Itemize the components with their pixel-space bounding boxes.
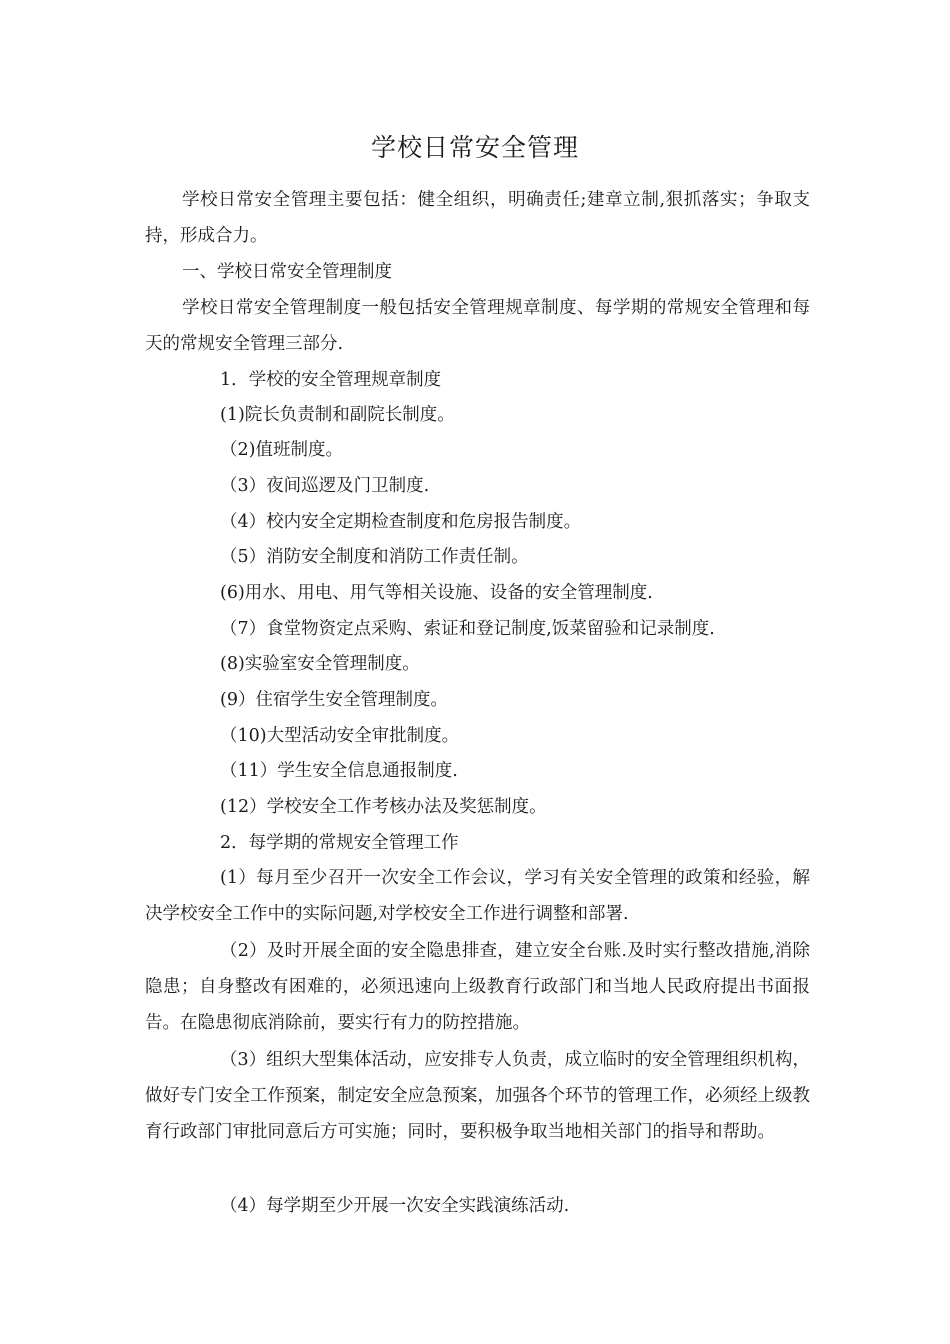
- list-item: （2）及时开展全面的安全隐患排查，建立安全台账.及时实行整改措施,消除隐患；自身整改有困难的，必须迅速向上级教育行政部门和当地人民政府提出书面报告。在隐患彻底消除前，要实行有力的防控措施。: [145, 941, 810, 1033]
- list-item: (8)实验室安全管理制度。: [220, 654, 420, 674]
- list-item: (12）学校安全工作考核办法及奖惩制度。: [220, 797, 547, 817]
- list-item: （10)大型活动安全审批制度。: [220, 726, 460, 746]
- list-item: （4）校内安全定期检查制度和危房报告制度。: [220, 512, 582, 532]
- list-item: （4）每学期至少开展一次安全实践演练活动.: [220, 1196, 570, 1216]
- list-item: （5）消防安全制度和消防工作责任制。: [220, 547, 529, 567]
- list-item: （7）食堂物资定点采购、索证和登记制度,饭菜留验和记录制度.: [220, 619, 715, 639]
- section-paragraph: 学校日常安全管理制度一般包括安全管理规章制度、每学期的常规安全管理和每天的常规安全管理三部分.: [145, 298, 810, 354]
- subsection-heading: 2．每学期的常规安全管理工作: [220, 833, 459, 853]
- subsection-heading: 1．学校的安全管理规章制度: [220, 370, 442, 390]
- section-heading: 一、学校日常安全管理制度: [182, 262, 392, 282]
- list-item: (1)院长负责制和副院长制度。: [220, 405, 455, 425]
- intro-paragraph: 学校日常安全管理主要包括：健全组织，明确责任;建章立制,狠抓落实；争取支持，形成合力。: [145, 190, 810, 246]
- page-title: 学校日常安全管理: [370, 133, 579, 162]
- list-item: （11）学生安全信息通报制度.: [220, 761, 458, 781]
- list-item: (6)用水、用电、用气等相关设施、设备的安全管理制度.: [220, 583, 653, 603]
- list-item: (9）住宿学生安全管理制度。: [220, 690, 448, 710]
- list-item: （3）夜间巡逻及门卫制度.: [220, 476, 430, 496]
- list-item: （3）组织大型集体活动，应安排专人负责，成立临时的安全管理组织机构，做好专门安全工作预案，制定安全应急预案，加强各个环节的管理工作，必须经上级教育行政部门审批同意后方可实施；同时，要积极争取当地相关部门的指导和帮助。: [145, 1050, 810, 1142]
- list-item: (1）每月至少召开一次安全工作会议，学习有关安全管理的政策和经验，解决学校安全工作中的实际问题,对学校安全工作进行调整和部署.: [145, 868, 810, 924]
- list-item: （2)值班制度。: [220, 440, 343, 460]
